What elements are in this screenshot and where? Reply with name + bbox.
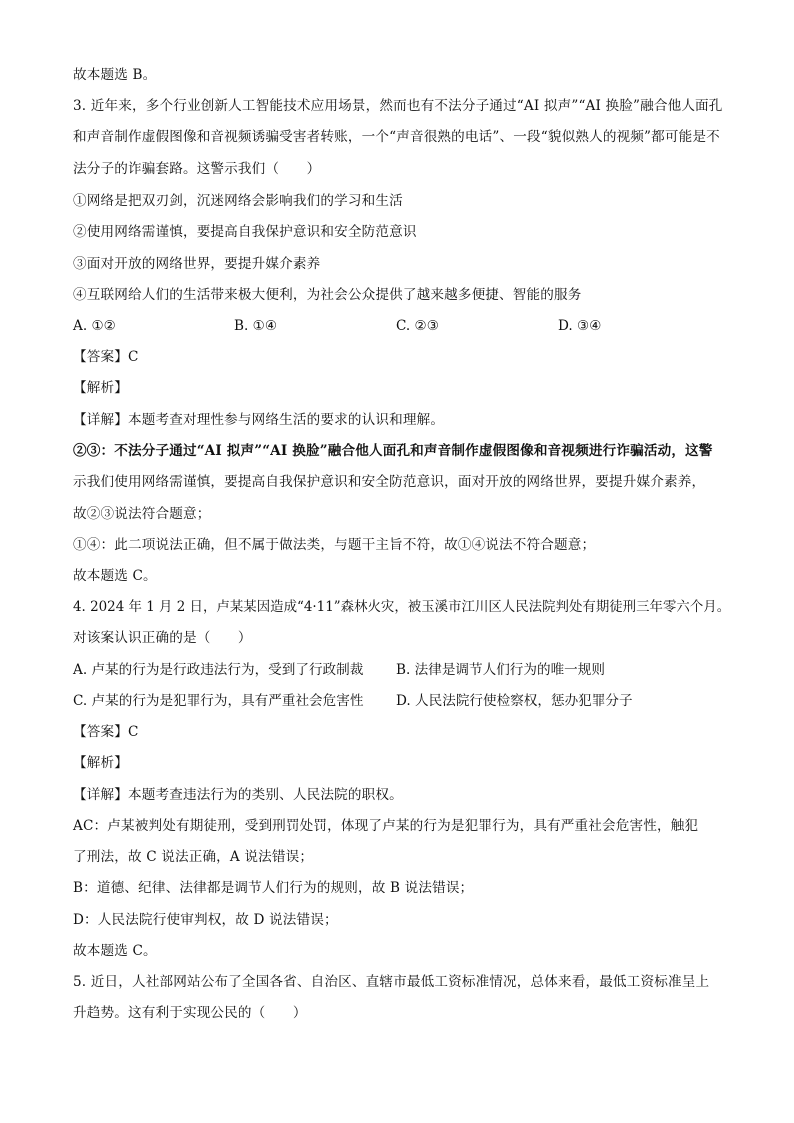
q3-statement-3: ③面对开放的网络世界，要提升媒介素养 [73,256,321,272]
q4-explain-line-1: AC：卢某被判处有期徒刑，受到刑罚处罚，体现了卢某的行为是犯罪行为，具有严重社会危害性，触犯 [73,818,699,834]
q3-explain-line-2: 示我们使用网络需谨慎，要提高自我保护意识和安全防范意识，面对开放的网络世界，要提升媒介素养， [73,474,706,490]
q4-stem-line-2: 对该案认识正确的是（ ） [73,630,252,646]
q3-explain-line-4: ①④：此二项说法正确，但不属于做法类，与题干主旨不符，故①④说法不符合题意； [73,537,596,553]
q3-option-d: D. ③④ [558,318,602,334]
q3-answer: 【答案】C [73,349,139,365]
q3-explain-line-3: 故②③说法符合题意； [73,506,211,522]
q3-conclusion: 故本题选 C。 [73,568,157,584]
q3-option-c: C. ②③ [396,318,439,334]
q5-stem-line-1: 5. 近日，人社部网站公布了全国各省、自治区、直辖市最低工资标准情况，总体来看，最低工资标准呈上 [73,974,710,990]
q4-option-d: D. 人民法院行使检察权，惩办犯罪分子 [396,693,633,709]
q4-answer: 【答案】C [73,724,139,740]
q5-stem-line-2: 升趋势。这有利于实现公民的（ ） [73,1005,307,1021]
q4-detail: 【详解】本题考查违法行为的类别、人民法院的职权。 [73,787,403,803]
q4-option-b: B. 法律是调节人们行为的唯一规则 [396,662,605,678]
q2-conclusion: 故本题选 B。 [73,67,157,83]
q3-stem-line-2: 和声音制作虚假图像和音视频诱骗受害者转账，一个“声音很熟的电话”、一段“貌似熟人的视频”都可能是不 [73,129,720,145]
q3-stem-line-3: 法分子的诈骗套路。这警示我们（ ） [73,161,321,177]
q3-detail: 【详解】本题考查对理性参与网络生活的要求的认识和理解。 [73,412,445,428]
q4-explain-line-2: 了刑法，故 C 说法正确，A 说法错误； [73,849,314,865]
q4-option-a: A. 卢某的行为是行政违法行为，受到了行政制裁 [73,662,364,678]
q3-statement-2: ②使用网络需谨慎，要提高自我保护意识和安全防范意识 [73,224,417,240]
q3-explain-line-1: ②③：不法分子通过“AI 拟声”“AI 换脸”融合他人面孔和声音制作虚假图像和音视频进行诈骗活动，这警 [73,443,713,459]
q3-option-a: A. ①② [73,318,116,334]
q3-statement-4: ④互联网给人们的生活带来极大便利，为社会公众提供了越来越多便捷、智能的服务 [73,287,582,303]
q4-option-c: C. 卢某的行为是犯罪行为，具有严重社会危害性 [73,693,364,709]
q4-analysis-label: 【解析】 [73,755,128,771]
q3-option-b: B. ①④ [234,318,278,334]
q4-stem-line-1: 4. 2024 年 1 月 2 日，卢某某因造成“4·11”森林火灾，被玉溪市江川区人民法院判处有期徒刑三年零六个月。 [73,599,731,615]
q3-analysis-label: 【解析】 [73,380,128,396]
q4-conclusion: 故本题选 C。 [73,943,157,959]
q3-statement-1: ①网络是把双刃剑，沉迷网络会影响我们的学习和生活 [73,193,403,209]
q4-explain-line-4: D：人民法院行使审判权，故 D 说法错误； [73,912,338,928]
q4-explain-line-3: B：道德、纪律、法律都是调节人们行为的规则，故 B 说法错误； [73,880,474,896]
q3-stem-line-1: 3. 近年来，多个行业创新人工智能技术应用场景，然而也有不法分子通过“AI 拟声”“AI 换脸”融合他人面孔 [73,98,723,114]
